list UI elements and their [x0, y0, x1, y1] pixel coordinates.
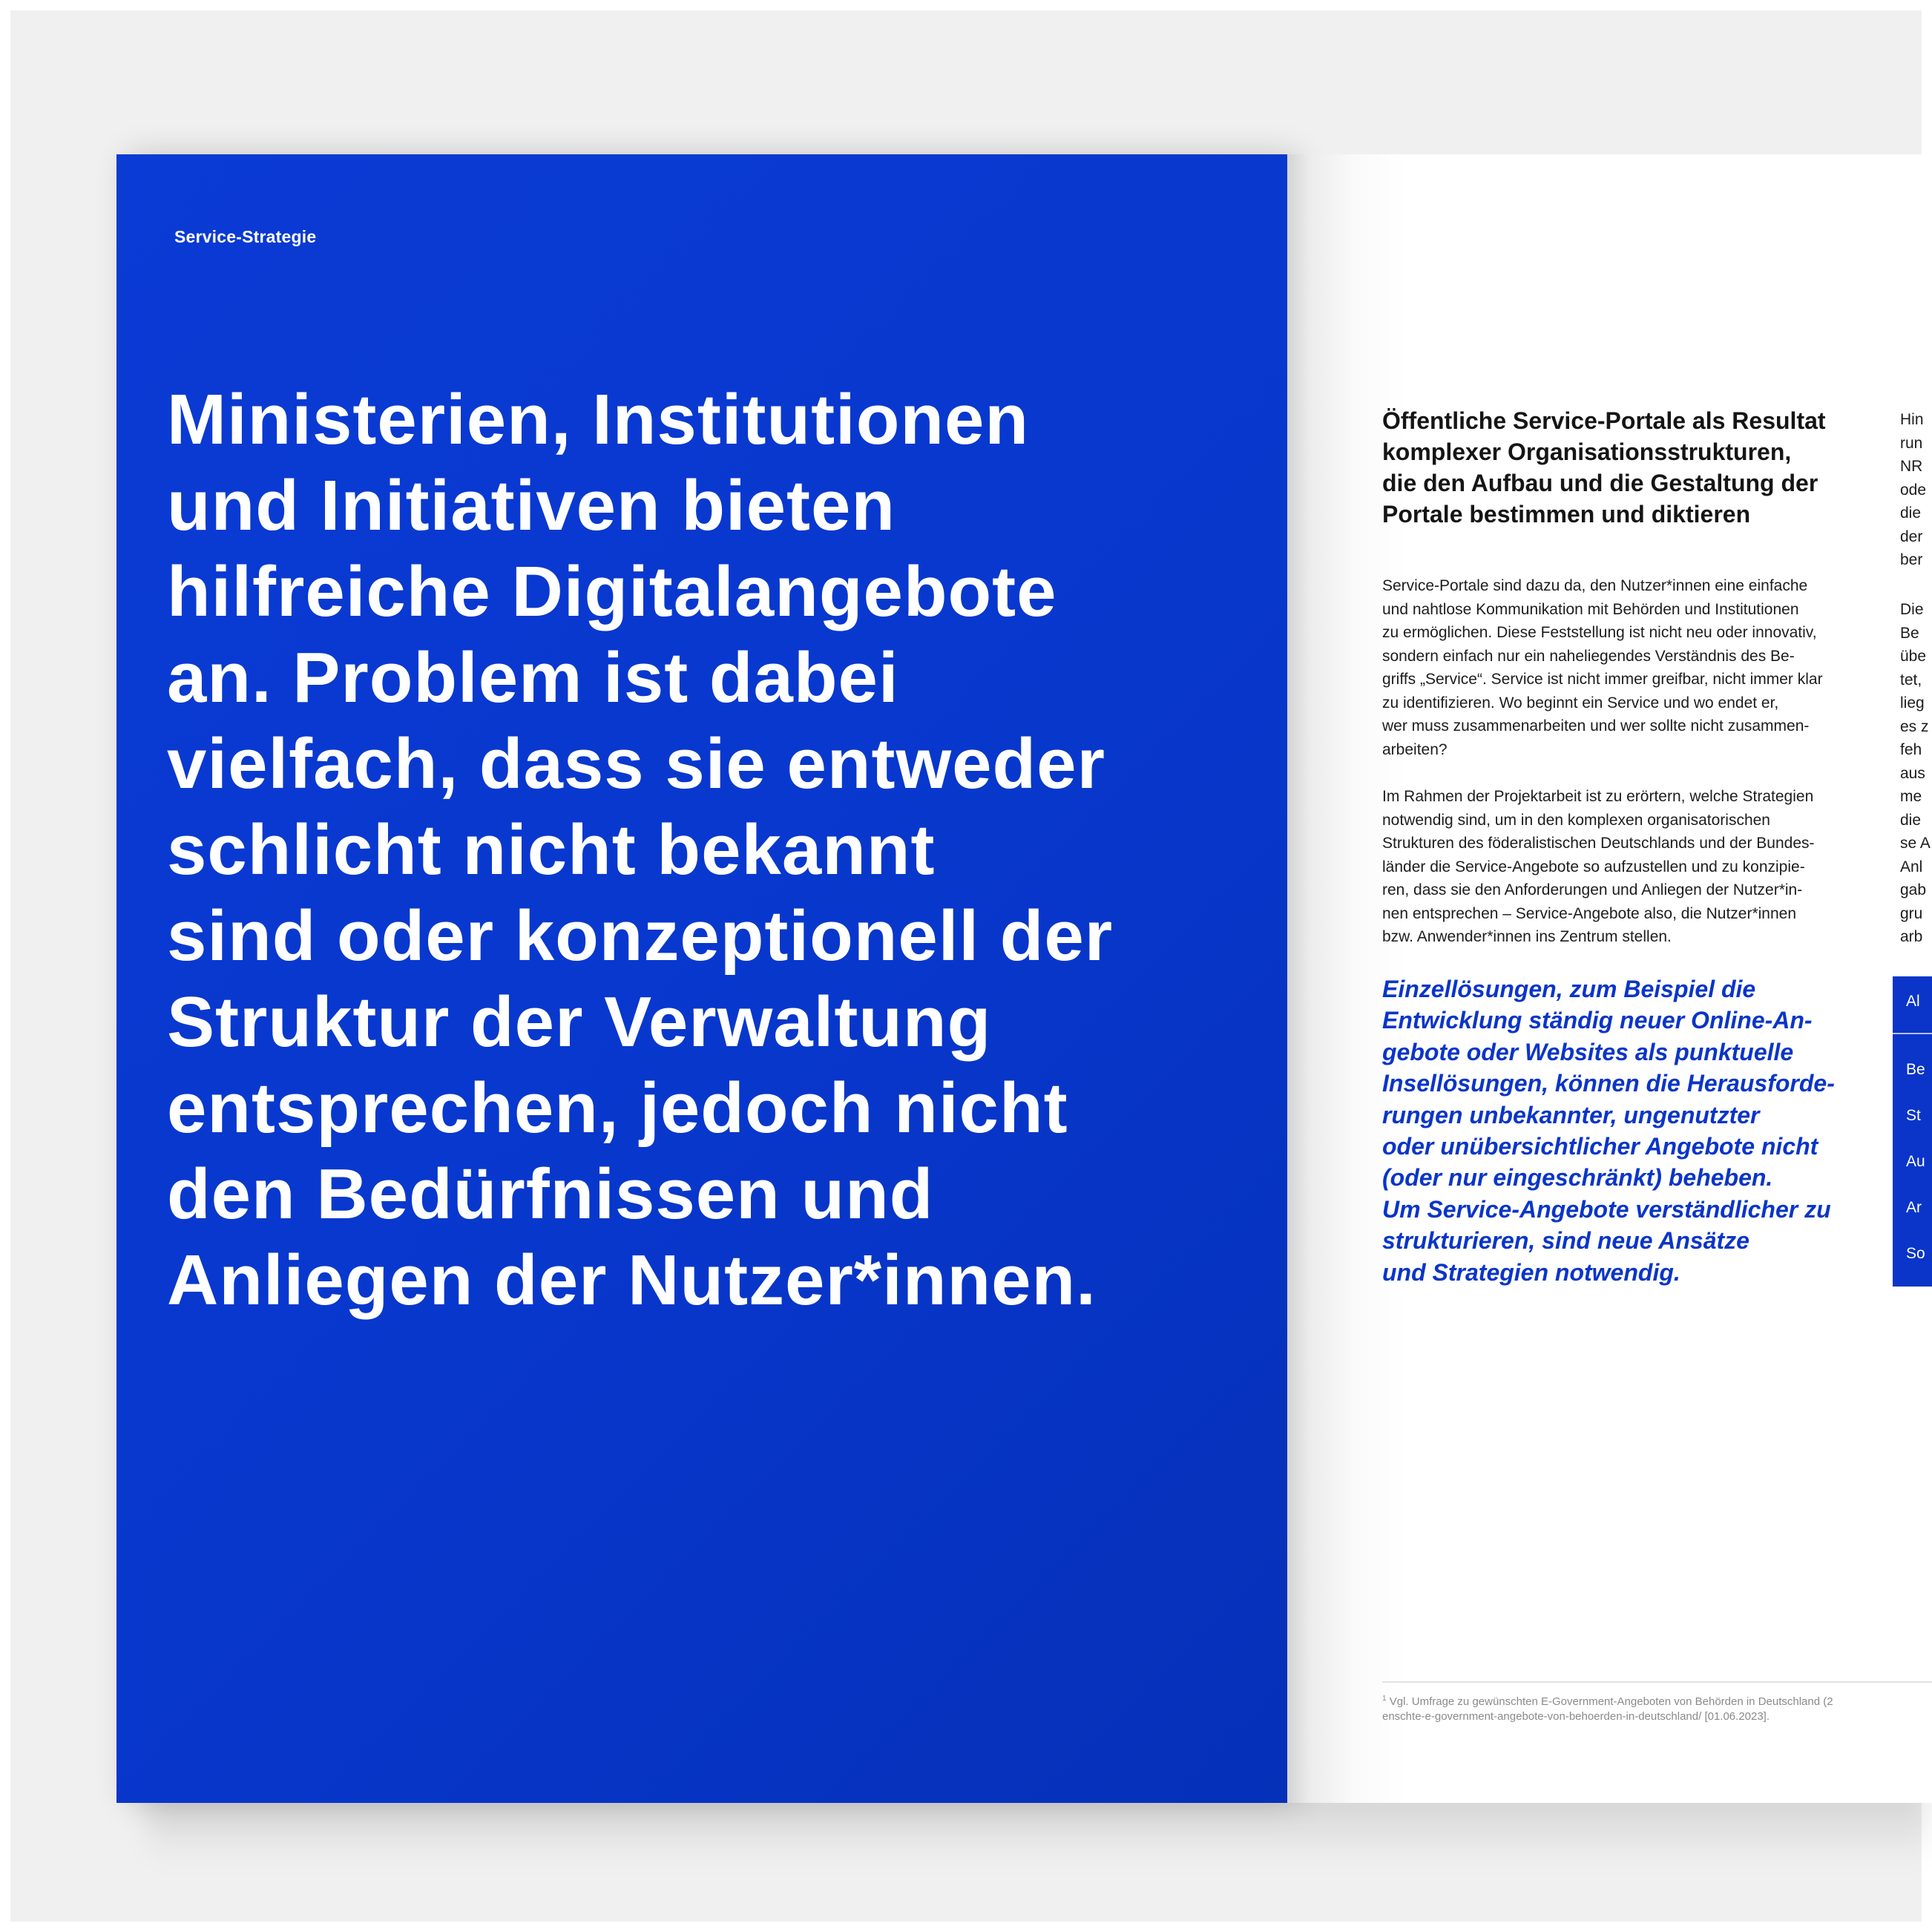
text-line: länder die Service-Angebote so aufzustellen und zu konzipie-: [1382, 858, 1805, 875]
statement-heading: [167, 377, 1235, 1324]
text-line: zu identifizieren. Wo beginnt ein Service und wo endet er,: [1382, 694, 1779, 712]
sidebox-item: Au: [1906, 1153, 1925, 1170]
cropped-line: me: [1900, 788, 1922, 805]
footnote-text: Vgl. Umfrage zu gewünschten E-Government-Angeboten von Behörden in Deutschland (2: [1389, 1695, 1833, 1708]
sidebox-item: Be: [1906, 1061, 1925, 1078]
text-line: wer muss zusammenarbeiten und wer sollte nicht zusammen-: [1382, 717, 1810, 735]
quote-line: Um Service-Angebote verständlicher zu: [1382, 1195, 1831, 1223]
cropped-line: se A: [1900, 835, 1931, 852]
statement-line: an. Problem ist dabei: [167, 638, 899, 717]
heading-line: Portale bestimmen und diktieren: [1382, 501, 1751, 528]
text-line: notwendig sind, um in den komplexen organisatorischen: [1382, 811, 1770, 829]
text-line: arbeiten?: [1382, 740, 1448, 758]
text-line: sondern einfach nur ein naheliegendes Verständnis des Be-: [1382, 647, 1795, 665]
statement-line: Anliegen der Nutzer*innen.: [167, 1241, 1097, 1320]
sidebox-header: Al: [1906, 993, 1920, 1010]
heading-line: Öffentliche Service-Portale als Resultat: [1382, 407, 1826, 434]
quote-line: Einzellösungen, zum Beispiel die: [1382, 976, 1756, 1002]
footnote: [1382, 1692, 1932, 1724]
cropped-line: der: [1900, 528, 1923, 545]
cropped-line: Be: [1900, 624, 1919, 642]
text-line: bzw. Anwender*innen ins Zentrum stellen.: [1382, 928, 1672, 945]
cropped-line: aus: [1900, 764, 1925, 782]
text-line: zu ermöglichen. Diese Feststellung ist nicht neu oder innovativ,: [1382, 624, 1817, 641]
footnote-line-2: enschte-e-government-angebote-von-behoerden-in-deutschland/ [01.06.2023].: [1382, 1710, 1770, 1723]
footnote-rule: [1382, 1681, 1932, 1683]
cropped-line: tet,: [1900, 671, 1922, 689]
second-column-block-1: [1900, 408, 1932, 572]
text-line: Im Rahmen der Projektarbeit ist zu erörtern, welche Strategien: [1382, 788, 1814, 805]
quote-line: gebote oder Websites als punktuelle: [1382, 1038, 1794, 1065]
statement-line: und Initiativen bieten: [167, 466, 896, 545]
cropped-line: ber: [1900, 551, 1923, 568]
right-page: [1287, 154, 1932, 1803]
info-sidebox: [1893, 976, 1932, 1287]
cropped-line: gab: [1900, 881, 1927, 898]
pull-quote: [1382, 973, 1902, 1288]
sidebox-item: St: [1906, 1107, 1921, 1124]
footnote-marker: 1: [1382, 1695, 1387, 1703]
statement-line: vielfach, dass sie entweder: [167, 724, 1105, 804]
text-line: griffs „Service“. Service ist nicht immer greifbar, nicht immer klar: [1382, 671, 1823, 688]
body-paragraph-2: [1382, 785, 1887, 949]
cropped-line: übe: [1900, 648, 1927, 665]
cropped-line: ode: [1900, 481, 1927, 499]
heading-line: komplexer Organisationsstrukturen,: [1382, 438, 1792, 465]
cropped-line: lieg: [1900, 694, 1925, 712]
quote-line: (oder nur eingeschränkt) beheben.: [1382, 1164, 1773, 1192]
cropped-line: NR: [1900, 458, 1923, 475]
statement-line: den Bedürfnissen und: [167, 1154, 934, 1234]
cropped-line: es z: [1900, 717, 1929, 735]
sidebox-item: Ar: [1906, 1199, 1922, 1216]
cropped-line: arb: [1900, 928, 1923, 945]
statement-line: schlicht nicht bekannt: [167, 810, 936, 890]
statement-line: entsprechen, jedoch nicht: [167, 1068, 1068, 1148]
left-page: [116, 154, 1287, 1803]
sidebox-divider: [1893, 1033, 1932, 1034]
quote-line: Entwicklung ständig neuer Online-An-: [1382, 1007, 1813, 1034]
cropped-line: Die: [1900, 601, 1924, 618]
cropped-line: feh: [1900, 741, 1922, 758]
quote-line: oder unübersichtlicher Angebote nicht: [1382, 1133, 1818, 1160]
quote-line: strukturieren, sind neue Ansätze: [1382, 1227, 1749, 1255]
footnote-line-1: [1382, 1692, 1932, 1709]
cropped-line: die: [1900, 811, 1922, 829]
cropped-line: Anl: [1900, 858, 1923, 875]
statement-line: hilfreiche Digitalangebote: [167, 552, 1057, 631]
sidebox-item: So: [1906, 1245, 1925, 1262]
quote-line: Insellösungen, können die Herausforde-: [1382, 1070, 1835, 1097]
quote-line: rungen unbekannter, ungenutzter: [1382, 1101, 1760, 1128]
second-column-block-2: [1900, 598, 1932, 949]
statement-line: Struktur der Verwaltung: [167, 982, 992, 1062]
running-header: Service-Strategie: [174, 227, 317, 246]
cropped-line: die: [1900, 505, 1922, 522]
heading-line: die den Aufbau und die Gestaltung der: [1382, 470, 1818, 496]
cropped-line: Hin: [1900, 411, 1924, 428]
text-line: Service-Portale sind dazu da, den Nutzer*innen eine einfache: [1382, 577, 1808, 594]
section-heading: [1382, 405, 1916, 530]
text-line: nen entsprechen – Service-Angebote also, die Nutzer*innen: [1382, 904, 1797, 922]
text-line: Strukturen des föderalistischen Deutschlands und der Bundes-: [1382, 835, 1815, 852]
cropped-line: run: [1900, 434, 1923, 452]
text-line: und nahtlose Kommunikation mit Behörden und Institutionen: [1382, 600, 1799, 618]
statement-line: sind oder konzeptionell der: [167, 896, 1114, 976]
text-line: ren, dass sie den Anforderungen und Anliegen der Nutzer*in-: [1382, 881, 1803, 898]
body-paragraph-1: [1382, 574, 1887, 761]
cropped-line: gru: [1900, 904, 1923, 922]
statement-line: Ministerien, Institutionen: [167, 380, 1030, 459]
quote-line: und Strategien notwendig.: [1382, 1258, 1680, 1286]
